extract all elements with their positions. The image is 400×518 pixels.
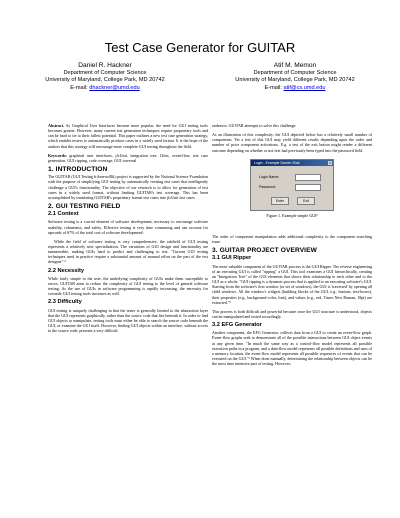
subsection-heading-efg-generator: 3.2 EFG Generator xyxy=(212,322,262,329)
window-title: Login - Example Screen Shot xyxy=(254,160,300,165)
close-icon: × xyxy=(328,160,332,165)
section-heading-gui-testing-field: 2. GUI TESTING FIELD xyxy=(48,203,121,211)
section-heading-project-overview: 3. GUITAR PROJECT OVERVIEW xyxy=(212,247,317,255)
figure-gui-screenshot xyxy=(250,159,334,211)
author-email-line xyxy=(10,85,200,93)
figure-caption: Figure 1. Example simple GUI² xyxy=(266,212,318,218)
keywords-label: Keywords: xyxy=(48,152,67,158)
author-name: Atif M. Memon xyxy=(273,62,317,69)
left-column xyxy=(48,123,208,337)
author-email-link[interactable]: dhackner@umd.edu xyxy=(89,84,140,91)
abstract-text: As Graphical User Interfaces become more popular, the need for GUI testing tools becomes greater. However, many current test generation techniques require proprietary tools and can be hard to tie to their fullest potential. This paper outlines a new test case generation strategy, which enables testers to automatically produce cases in a widely used format. It is the hope of the authors that this strategy will encourage more complete GUI testing throughout the field. xyxy=(48,123,209,149)
illustration-paragraph: As an illustration of this complexity, the GUI depicted below has a relatively small number of components. Yet a test of this GUI may yield different results depending upon the order and number of prior component activations. E.g. a test of the exit button might render a different outcome depending on whether or not text had previously been typed into the password field. xyxy=(212,132,372,153)
author-block-2 xyxy=(200,62,390,92)
order-paragraph: The order of component manipulation adds additional complexity to the component searching issue. xyxy=(212,233,372,245)
login-name-label: Login Name: xyxy=(259,174,280,179)
subsection-heading-difficulty: 2.3 Difficulty xyxy=(48,299,82,306)
exit-button: Exit xyxy=(297,197,315,205)
enter-button: Enter xyxy=(271,197,289,205)
author-affiliation: University of Maryland, College Park, MD 20742 xyxy=(45,77,165,84)
right-column xyxy=(212,123,372,370)
email-label: E-mail: xyxy=(264,84,282,91)
author-email-line xyxy=(200,85,390,93)
author-department: Department of Computer Science xyxy=(253,69,337,76)
password-field xyxy=(295,184,321,191)
keywords-text: graphical user interfaces, jfcUnit, integration tree, JUnit, event-flow, test case generation, GUI ripping, code coverage, GUI traversal xyxy=(48,152,208,163)
section-heading-introduction: 1. INTRODUCTION xyxy=(48,166,108,174)
gui-ripper-paragraph-2: This process is both difficult and powerful because once the GUI structure is understood, objects can be manipulated and tested accordingly. xyxy=(212,308,372,319)
abstract xyxy=(48,123,208,149)
introduction-paragraph: The GUITAR (GUI Testing frAmewoRk) project is supported by the National Science Foundation with the purpose of simplifying GUI testing by automatically creating test cases that intelligently challenge a GUI's functionality. The objective of our research is to allow for generation of test cases in a widely used format, without limiting GUITAR's test coverage. This has been accomplished by translating GUITAR's proprietary format test cases into jfcUnit test cases. xyxy=(48,174,208,200)
paper-title: Test Case Generator for GUITAR xyxy=(104,40,296,55)
author-name: Daniel R. Hackner xyxy=(78,62,132,69)
subsection-heading-gui-ripper: 3.1 GUI Ripper xyxy=(212,255,252,262)
login-name-field xyxy=(295,174,321,181)
gui-ripper-paragraph-1: The most valuable component of the GUITAR process is the GUI Ripper. The reverse engineering of an executing GUI is called "ripping" a GUI. This tool examines a GUI hierarchically, creating an "Integration Tree" of the GUI elements that shows their relationship to each other and to the GUI as a whole. "GUI ripping is a dynamic process that is applied to an executing software's GUI. Starting from the software's first window (or set of windows), the GUI is 'traversed' by opening all child windows. All the window's widgets (building blocks of the GUI, e.g., buttons, text-boxes), their properties (e.g., background-color, font), and values (e.g., red, Times New Roman, 18pt) are extracted."³ xyxy=(212,263,372,305)
context-paragraph-2: While the field of software testing is very comprehensive, the subfield of GUI testing represents a relatively new specialization. The variations of GUI design and functionality are innumerable, making GUIs hard to predict and challenging to test. "Current GUI testing techniques used in practice require a substantial amount of manual effort on the part of the test designer".² xyxy=(48,238,208,265)
author-email-link[interactable]: atif@cs.umd.edu xyxy=(283,84,326,91)
author-block-1 xyxy=(10,62,200,92)
continued-paragraph: endeavor. GUITAR attempts to solve this challenge. xyxy=(212,123,297,128)
author-affiliation: University of Maryland, College Park, MD 20742 xyxy=(235,77,355,84)
email-label: E-mail: xyxy=(70,84,88,91)
necessity-paragraph: While fairly simple to the user, the underlying complexity of GUIs make them susceptible to errors. GUITAR aims to reduce the complexity of GUI testing to the level of general software testing. As the use of GUIs in software programming is rapidly increasing, the necessity for versatile GUI testing tools increases as well. xyxy=(48,275,208,297)
window-titlebar xyxy=(251,160,333,166)
subsection-heading-necessity: 2.2 Necessity xyxy=(48,267,85,274)
abstract-label: Abstract. xyxy=(48,123,65,128)
context-paragraph-1: Software testing is a crucial element of software development, necessary to encourage software usability, robustness, and safety. Effective testing is very time consuming and can account for upwards of 67% of the total cost of software development¹. xyxy=(48,219,208,235)
keywords xyxy=(48,153,208,163)
password-label: Password: xyxy=(259,184,276,189)
author-department: Department of Computer Science xyxy=(63,69,147,76)
difficulty-paragraph: GUI testing is uniquely challenging in that the tester is generally limited to the abstraction layer that the GUI represents graphically, rather than the source code that lies beneath it. In order to find GUI objects to manipulate, testing tools must either be able to search the source code beneath the GUI, or examine the GUI itself. However, finding GUI objects within an interface, without access to the source code, presents a very difficult xyxy=(48,307,208,334)
efg-generator-paragraph: Another component, the EFG Generator, collects data from a GUI to create an event-flow graph. Event-flow graphs seek to demonstrate all of the possible interactions between GUI object events at any given time. "In much the same way as a control-flow model represents all possible execution paths in a program, and a data-flow model represents all possible definitions and uses of a memory location, the event-flow model represents all possible sequences of events that can be executed on the GUI."¹ When done manually, determining the relationship between objects can be the most time intensive part of testing. However, xyxy=(212,330,372,367)
subsection-heading-context: 2.1 Context xyxy=(48,211,79,218)
